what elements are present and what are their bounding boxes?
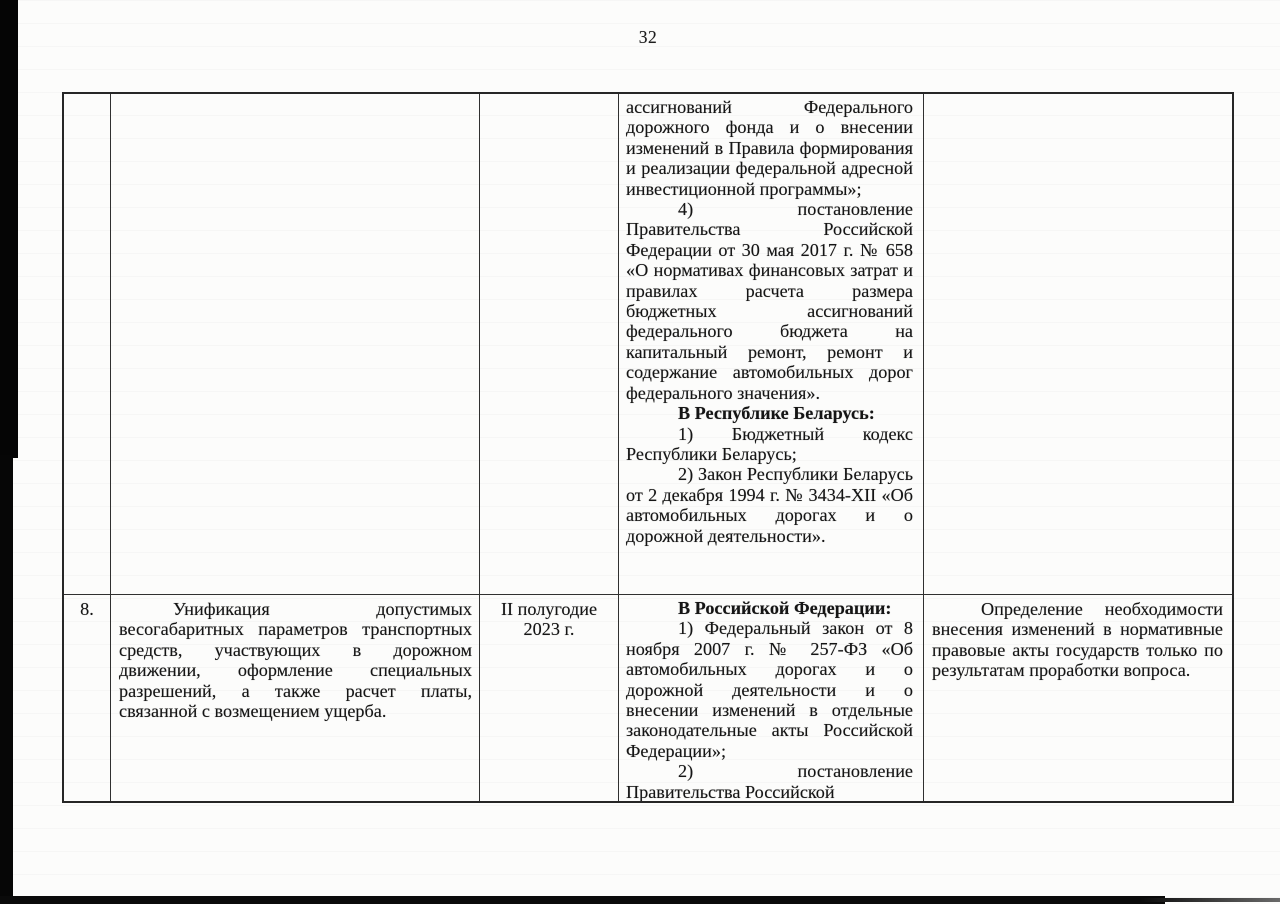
- measure-text: Унификация допустимых весогабаритных параметров транспортных средств, участвующих в дорожном движении, оформление специальных разрешений, а также расчет платы, связанной с возмещением ущерба.: [119, 599, 472, 722]
- page-number: 32: [638, 27, 658, 47]
- cell-row8-legal-basis: [619, 595, 924, 801]
- legal-paragraph: 2) Закон Республики Беларусь от 2 декабря 1994 г. № 3434-XII «Об автомобильных дорогах и о дорожной деятельности».: [626, 464, 913, 546]
- legal-paragraph: 4) постановление Правительства Российской Федерации от 30 мая 2017 г. № 658 «О нормативах финансовых затрат и правилах расчета размера бюджетных ассигнований федерального бюджета на капитальный ремонт, ремонт и содержание автомобильных дорог федерального значения».: [626, 199, 913, 403]
- expected-result-text: Определение необходимости внесения изменений в нормативные правовые акты государств только по результатам проработки вопроса.: [932, 599, 1223, 681]
- deadline-line: II полугодие: [500, 599, 598, 619]
- scan-edge-left-lower: [0, 455, 13, 896]
- legal-paragraph: 2) постановление Правительства Российской: [626, 761, 913, 801]
- scan-edge-bottom-fade: [1140, 898, 1280, 902]
- legal-paragraph: ассигнований Федерального дорожного фонда и о внесении изменений в Правила формирования и реализации федеральной адресной инвестиционной программы»;: [626, 97, 913, 199]
- cell-row7-deadline: [480, 94, 619, 595]
- row-number: 8.: [80, 599, 94, 619]
- legal-section-heading: В Российской Федерации:: [678, 598, 892, 618]
- scan-edge-left-upper: [0, 0, 18, 458]
- legal-paragraph: 1) Федеральный закон от 8 ноября 2007 г. № 257-ФЗ «Об автомобильных дорогах и о дорожной деятельности и о внесении изменений в отдельные законодательные акты Российской Федерации»;: [626, 618, 913, 761]
- cell-row7-measure: [111, 94, 480, 595]
- cell-row8-number: [64, 595, 111, 801]
- scan-edge-bottom: [0, 896, 1165, 904]
- measures-table: [62, 92, 1234, 803]
- cell-row7-number: [64, 94, 111, 595]
- legal-section-heading: В Республике Беларусь:: [678, 403, 875, 424]
- deadline-line: 2023 г.: [523, 619, 575, 640]
- cell-row8-result: [924, 595, 1232, 801]
- cell-row7-result: [924, 94, 1232, 595]
- cell-row8-measure: [111, 595, 480, 801]
- legal-paragraph: 1) Бюджетный кодекс Республики Беларусь;: [626, 423, 913, 464]
- cell-row8-deadline: [480, 595, 619, 801]
- cell-row7-legal-basis: [619, 94, 924, 595]
